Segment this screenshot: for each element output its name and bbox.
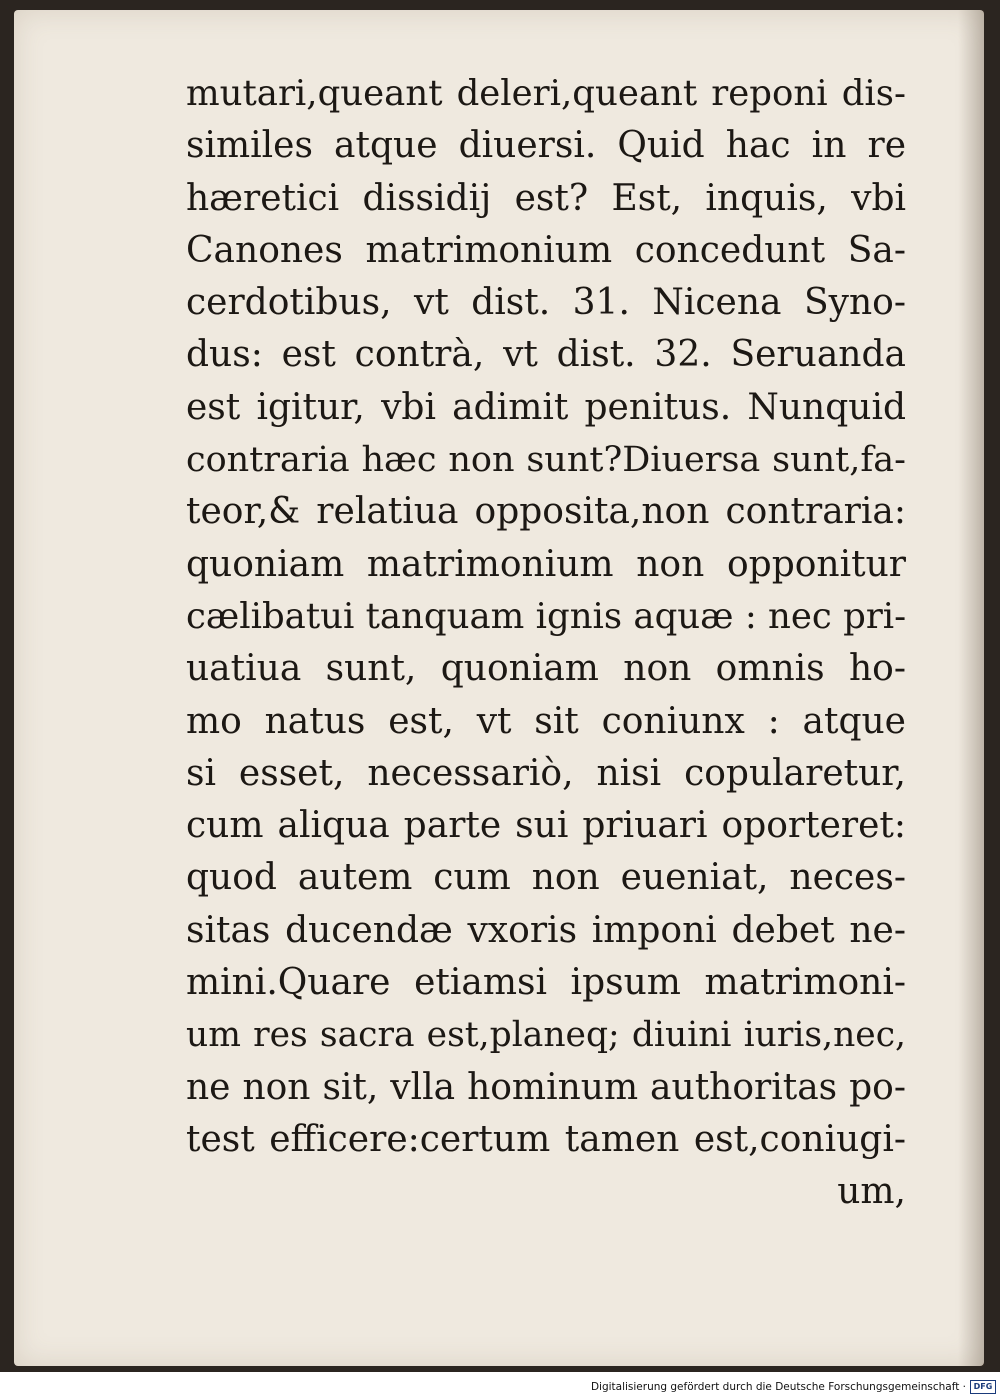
text-line: quoniam matrimonium non opponitur xyxy=(186,543,906,585)
catchword: um, xyxy=(837,1171,906,1213)
text-line: hæretici dissidij est? Est, inquis, vbi xyxy=(186,177,906,219)
dfg-logo-icon: DFG xyxy=(970,1380,996,1394)
text-line: test efficere:certum tamen est,coniugi- xyxy=(186,1118,906,1160)
text-line: ne non sit, vlla hominum authoritas po- xyxy=(186,1066,906,1108)
funding-credit: Digitalisierung gefördert durch die Deutsche Forschungsgemeinschaft · xyxy=(590,1381,966,1393)
text-line: um res sacra est,planeq; diuini iuris,nec, xyxy=(186,1015,906,1056)
footer-bar xyxy=(0,1378,1000,1398)
page-text xyxy=(186,68,906,1219)
text-line: cælibatui tanquam ignis aquæ : nec pri- xyxy=(186,595,906,637)
text-line: dus: est contrà, vt dist. 32. Seruanda xyxy=(186,334,906,376)
text-line: mini.Quare etiamsi ipsum matrimoni- xyxy=(186,962,906,1004)
text-line: contraria hæc non sunt?Diuersa sunt,fa- xyxy=(186,440,906,481)
text-line: mutari,queant deleri,queant reponi dis- xyxy=(186,73,906,114)
text-line: si esset, necessariò, nisi copularetur, xyxy=(186,752,906,794)
page-gutter-shadow xyxy=(958,10,984,1366)
text-line: mo natus est, vt sit coniunx : atque xyxy=(186,700,906,742)
text-line: similes atque diuersi. Quid hac in re xyxy=(186,125,906,167)
text-line: est igitur, vbi adimit penitus. Nunquid xyxy=(186,386,906,428)
text-line: quod autem cum non eueniat, neces- xyxy=(186,857,906,899)
text-line: Canones matrimonium concedunt Sa- xyxy=(186,229,906,271)
text-line: sitas ducendæ vxoris imponi debet ne- xyxy=(186,909,906,951)
text-line: uatiua sunt, quoniam non omnis ho- xyxy=(186,648,906,690)
text-line: cum aliqua parte sui priuari oporteret: xyxy=(186,805,906,847)
text-line: cerdotibus, vt dist. 31. Nicena Syno- xyxy=(186,282,906,324)
text-line: teor,& relatiua opposita,non contraria: xyxy=(186,491,906,533)
